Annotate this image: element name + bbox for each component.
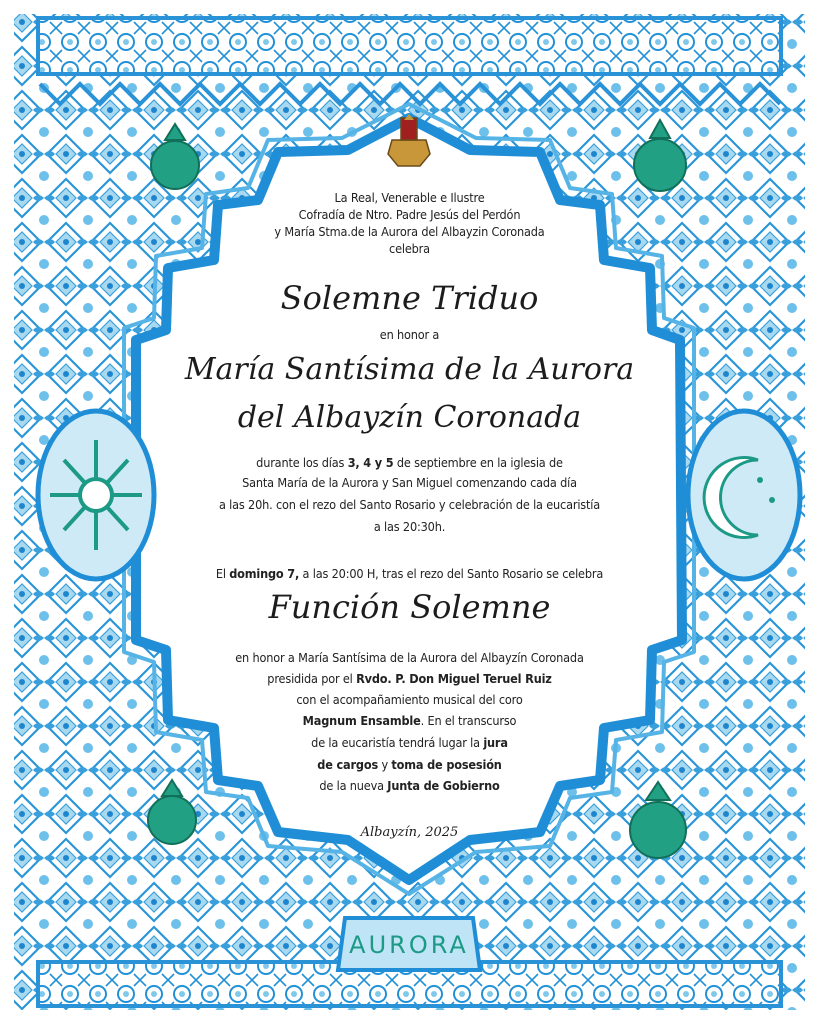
triduo-line-1: durante los días 3, 4 y 5 de septiembre en la iglesia de bbox=[256, 455, 563, 470]
funcion-line-7: de la nueva Junta de Gobierno bbox=[319, 778, 500, 793]
organizer-line-4: celebra bbox=[389, 241, 430, 256]
title-maria-line-1: María Santísima de la Aurora bbox=[184, 352, 635, 387]
place-date: Albayzín, 2025 bbox=[360, 825, 459, 840]
title-triduo: Solemne Triduo bbox=[280, 279, 539, 317]
moon-icon bbox=[688, 411, 800, 579]
funcion-line-3: con el acompañamiento musical del coro bbox=[296, 692, 523, 707]
funcion-line-4: Magnum Ensamble. En el transcurso bbox=[302, 713, 517, 728]
organizer-line-1: La Real, Venerable e Ilustre bbox=[334, 190, 485, 205]
organizer-line-2: Cofradía de Ntro. Padre Jesús del Perdón bbox=[298, 207, 521, 222]
aurora-badge-text: AURORA bbox=[349, 931, 469, 959]
domingo-line: El domingo 7, a las 20:00 H, tras el rezo del Santo Rosario se celebra bbox=[215, 566, 604, 581]
funcion-line-5: de la eucaristía tendrá lugar la jura bbox=[311, 735, 508, 750]
organizer-line-3: y María Stma.de la Aurora del Albayzin Coronada bbox=[274, 224, 545, 239]
triduo-line-3: a las 20h. con el rezo del Santo Rosario y celebración de la eucaristía bbox=[218, 497, 601, 512]
sun-icon bbox=[38, 411, 154, 579]
aurora-badge bbox=[338, 918, 480, 970]
triduo-line-2: Santa María de la Aurora y San Miguel comenzando cada día bbox=[242, 475, 577, 490]
title-maria-line-2: del Albayzín Coronada bbox=[237, 400, 582, 435]
funcion-line-1: en honor a María Santísima de la Aurora del Albayzín Coronada bbox=[235, 650, 584, 665]
triduo-line-4: a las 20:30h. bbox=[373, 519, 446, 534]
funcion-line-6: de cargos y toma de posesión bbox=[317, 757, 502, 772]
title-funcion: Función Solemne bbox=[268, 588, 551, 626]
honor-line: en honor a bbox=[379, 327, 440, 342]
funcion-line-2: presidida por el Rvdo. P. Don Miguel Teruel Ruiz bbox=[267, 671, 552, 686]
